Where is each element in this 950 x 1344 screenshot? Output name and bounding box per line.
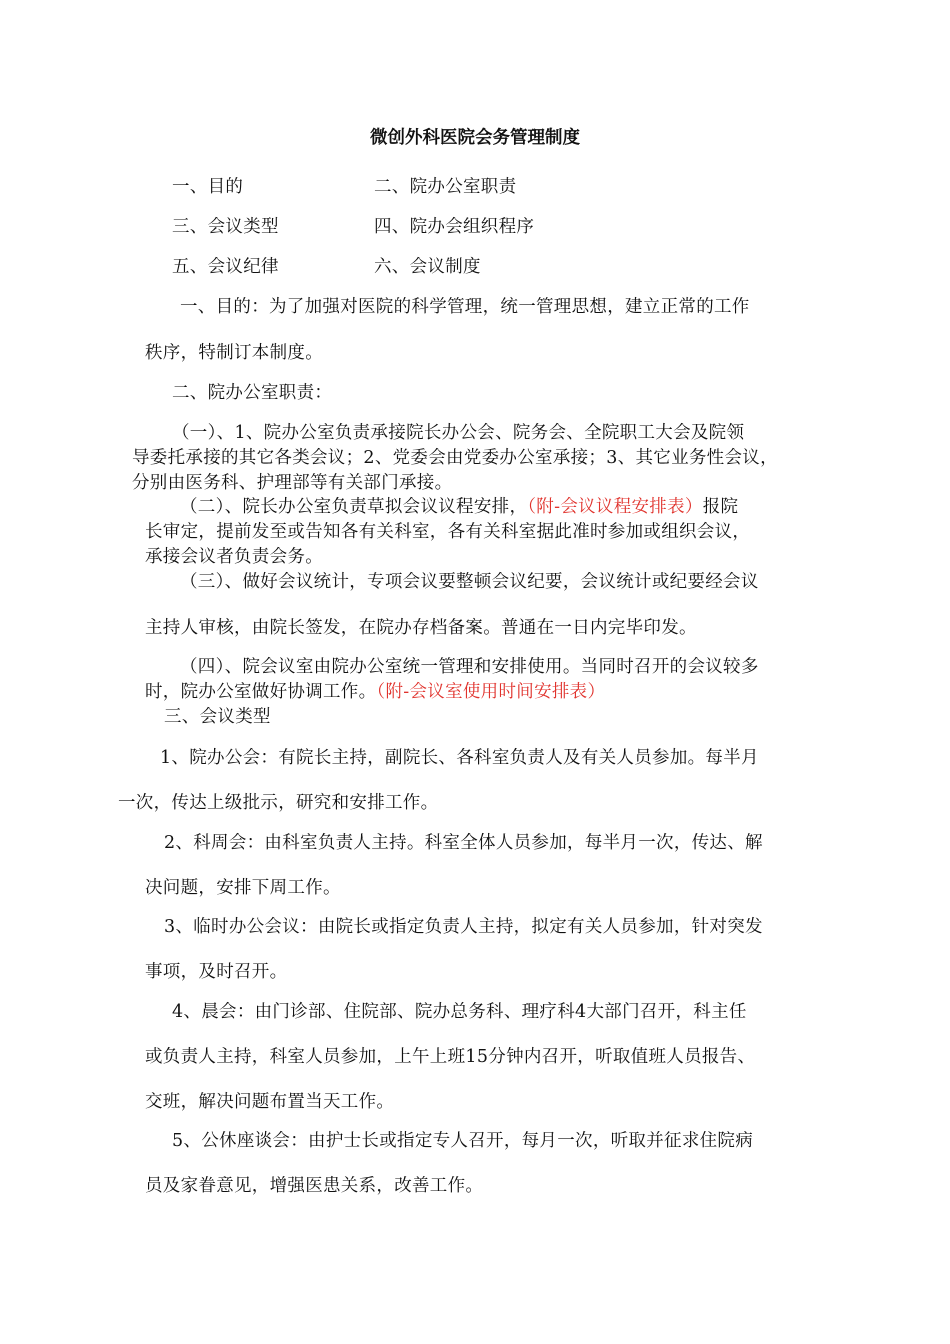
toc-item-discipline: 五、会议纪律 bbox=[172, 257, 279, 277]
paragraph-line: （四）、院会议室由院办公室统一管理和安排使用。当同时召开的会议较多 bbox=[180, 657, 759, 677]
paragraph-text: （二）、院长办公室负责草拟会议议程安排， bbox=[180, 497, 528, 517]
paragraph-line: 主持人审核，由院长签发，在院办存档备案。普通在一日内完毕印发。 bbox=[145, 618, 697, 638]
list-item: 4、晨会：由门诊部、住院部、院办总务科、理疗科4大部门召开，科主任 bbox=[172, 1002, 747, 1022]
list-item-continuation: 决问题，安排下周工作。 bbox=[145, 878, 341, 898]
paragraph-line: （三）、做好会议统计，专项会议要整顿会议纪要，会议统计或纪要经会议 bbox=[180, 572, 759, 592]
section-heading: 二、院办公室职责： bbox=[172, 383, 333, 403]
paragraph-text: 报院 bbox=[702, 497, 739, 517]
paragraph-line: 承接会议者负责会务。 bbox=[145, 547, 323, 567]
toc-item-office-duties: 二、院办公室职责 bbox=[374, 177, 517, 197]
list-item-continuation: 一次，传达上级批示，研究和安排工作。 bbox=[118, 793, 439, 813]
list-item-continuation: 员及家眷意见，增强医患关系，改善工作。 bbox=[145, 1176, 484, 1196]
section-heading: 三、会议类型 bbox=[164, 707, 271, 727]
attachment-reference: （附-会议室使用时间安排表） bbox=[376, 682, 606, 702]
attachment-reference: （附-会议议程安排表） bbox=[527, 497, 703, 517]
list-item: 3、临时办公会议：由院长或指定负责人主持，拟定有关人员参加，针对突发 bbox=[164, 917, 763, 937]
toc-item-procedure: 四、院办会组织程序 bbox=[374, 217, 535, 237]
toc-item-meeting-types: 三、会议类型 bbox=[172, 217, 279, 237]
paragraph-line bbox=[180, 496, 738, 518]
paragraph-line bbox=[145, 681, 605, 703]
paragraph-line: （一）、1、院办公室负责承接院长办公会、院务会、全院职工大会及院领 bbox=[172, 423, 745, 443]
list-item-continuation: 或负责人主持，科室人员参加，上午上班15分钟内召开，听取值班人员报告、 bbox=[145, 1047, 756, 1067]
paragraph-line: 长审定，提前发至或告知各有关科室，各有关科室据此准时参加或组织会议， bbox=[145, 522, 751, 542]
paragraph-line: 一、目的：为了加强对医院的科学管理，统一管理思想，建立正常的工作 bbox=[180, 297, 750, 317]
toc-item-purpose: 一、目的 bbox=[172, 177, 244, 197]
paragraph-text: 时，院办公室做好协调工作。 bbox=[145, 682, 377, 702]
toc-item-system: 六、会议制度 bbox=[374, 257, 481, 277]
paragraph-line: 导委托承接的其它各类会议；2、党委会由党委办公室承接；3、其它业务性会议， bbox=[132, 448, 778, 468]
paragraph-line: 秩序，特制订本制度。 bbox=[145, 343, 323, 363]
list-item: 5、公休座谈会：由护士长或指定专人召开，每月一次，听取并征求住院病 bbox=[172, 1131, 754, 1151]
list-item: 2、科周会：由科室负责人主持。科室全体人员参加，每半月一次，传达、解 bbox=[164, 833, 763, 853]
list-item: 1、院办公会：有院长主持，副院长、各科室负责人及有关人员参加。每半月 bbox=[160, 748, 759, 768]
paragraph-line: 分别由医务科、护理部等有关部门承接。 bbox=[132, 473, 453, 493]
list-item-continuation: 交班，解决问题布置当天工作。 bbox=[145, 1092, 395, 1112]
list-item-continuation: 事项，及时召开。 bbox=[145, 962, 288, 982]
page-title: 微创外科医院会务管理制度 bbox=[370, 128, 580, 148]
